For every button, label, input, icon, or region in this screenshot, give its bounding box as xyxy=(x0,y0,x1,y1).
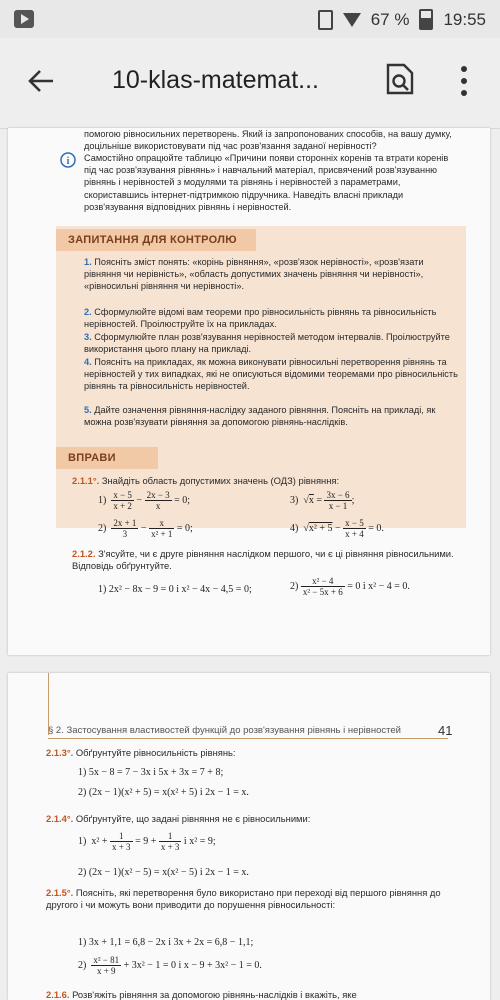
exercise-2-1-1: 2.1.1°. Знайдіть область допустимих значень (ОДЗ) рівняння: xyxy=(72,475,340,486)
formula-2-1-1-d: 4) √x² + 5 − $\frac{x - 5}{x + 4}$ = 0. xyxy=(290,518,384,539)
exercises-header: ВПРАВИ xyxy=(56,447,158,469)
formula-2-1-5-a: 1) 3x + 1,1 = 6,8 − 2x і 3x + 2x = 6,8 − 1,1; xyxy=(78,937,254,948)
status-icons xyxy=(318,9,486,30)
exercise-2-1-4: 2.1.4°. Обґрунтуйте, що задані рівняння не є рівносильними: xyxy=(46,813,311,824)
running-head: § 2. Застосування властивостей функцій до розв'язування рівнянь і нерівностей xyxy=(48,725,448,739)
formula-2-1-4-a: 1) x² + $\frac{1}{x + 3}$ = 9 + $\frac{1}{x + 3}$ і x² = 9; xyxy=(78,831,216,852)
wifi-icon xyxy=(343,13,361,27)
exercise-2-1-3: 2.1.3°. Обґрунтуйте рівносильність рівнянь: xyxy=(46,747,236,758)
document-page xyxy=(8,128,490,655)
exercise-2-1-5: 2.1.5°. Поясніть, які перетворення було використано при переході від першого рівняння до другого і чи можуть вони приводити до порушення рівносильності: xyxy=(46,887,441,910)
document-page xyxy=(8,673,490,1000)
info-paragraph: Самостійно опрацюйте таблицю «Причини появи сторонніх коренів та втрати коренів під час розв'язування рівнянь» і навчальний матеріал, присвячений розв'язуванню рівнянь і нерівностей з модулями та рівнянь і нерівностей з параметрами, скориставшись інтернет-підтримкою підручника. Наведіть власні приклади розв'язування відповідних рівнянь і нерівностей. xyxy=(84,153,449,212)
info-icon xyxy=(60,152,76,168)
formula-2-1-1-b: 3) √x = $\frac{3x - 6}{x - 1}$ ; xyxy=(290,490,355,511)
vibrate-icon xyxy=(318,10,333,30)
formula-2-1-1-c: 2) $\frac{2x + 1}{3}$ − $\frac{x}{\text{x² + 1}}$ = 0; xyxy=(98,518,193,539)
clock: 19:55 xyxy=(443,9,486,29)
question-4: 4. Поясніть на прикладах, як можна виконувати рівносильні перетворення рівнянь та нерівностей у тих випадках, які не описуються відомими теоремами про рівносильність рівнянь та рівносильність нерівностей. xyxy=(84,357,458,391)
question-5: 5. Дайте означення рівняння-наслідку заданого рівняння. Поясніть на прикладі, як можна розв'язувати рівняння за допомогою рівнянь-наслідків. xyxy=(84,405,436,427)
formula-2-1-3-b: 2) (2x − 1)(x² + 5) = x(x² + 5) і 2x − 1 = x. xyxy=(78,787,249,798)
exercise-2-1-2: 2.1.2. З'ясуйте, чи є друге рівняння наслідком першого, чи є ці рівняння рівносильними. Відповідь обґрунтуйте. xyxy=(72,548,454,571)
exercise-2-1-6: 2.1.6. Розв'яжіть рівняння за допомогою рівнянь-наслідків і вкажіть, яке xyxy=(46,989,357,1000)
formula-2-1-5-b: 2) $\frac{\text{x² − 81}}{x + 9}$ + 3x² − 1 = 0 і x − 9 + 3x² − 1 = 0. xyxy=(78,955,262,976)
status-bar xyxy=(0,0,500,38)
more-options-icon[interactable] xyxy=(458,64,470,98)
document-title: 10-klas-matemat... xyxy=(112,66,320,94)
question-1: 1. Поясніть зміст понять: «корінь рівняння», «розв'язок нерівності», «розв'язати рівняння чи нерівність», «область допустимих значень рівняння чи нерівності», «рівносильні рівняння чи нерівності». xyxy=(84,257,424,291)
svg-text:i: i xyxy=(66,156,70,167)
battery-percent: 67 % xyxy=(370,9,410,29)
page-number: 41 xyxy=(438,723,453,738)
battery-icon xyxy=(419,9,433,30)
formula-2-1-2-a: 1) 2x² − 8x − 9 = 0 і x² − 4x − 4,5 = 0; xyxy=(98,584,252,595)
media-notification-icon xyxy=(14,10,34,28)
control-questions-header: ЗАПИТАННЯ ДЛЯ КОНТРОЛЮ xyxy=(56,229,256,251)
back-arrow-icon[interactable] xyxy=(26,66,56,96)
app-bar xyxy=(0,38,500,129)
formula-2-1-1-a: 1) $\frac{x - 5}{x + 2}$ − $\frac{2x - 3}{x}$ = 0; xyxy=(98,490,191,511)
formula-2-1-4-b: 2) (2x − 1)(x² − 5) = x(x² − 5) і 2x − 1 = x. xyxy=(78,867,249,878)
question-3: 3. Сформулюйте план розв'язування нерівностей методом інтервалів. Проілюструйте використання цього плану на прикладі. xyxy=(84,332,450,354)
search-document-icon[interactable] xyxy=(384,62,416,96)
formula-2-1-2-b: 2) $\frac{\text{x² − 4}}{\text{x² − 5x + 6}}$ = 0 і x² − 4 = 0. xyxy=(290,576,410,597)
question-2: 2. Сформулюйте відомі вам теореми про рівносильність рівнянь та рівносильність нерівностей. Проілюструйте їх на прикладах. xyxy=(84,307,437,329)
formula-2-1-3-a: 1) 5x − 8 = 7 − 3x і 5x + 3x = 7 + 8; xyxy=(78,767,224,778)
intro-paragraph: помогою рівносильних перетворень. Який із запропонованих способів, на вашу думку, доцільніше використовувати під час розв'язання заданої нерівності? xyxy=(84,129,452,152)
